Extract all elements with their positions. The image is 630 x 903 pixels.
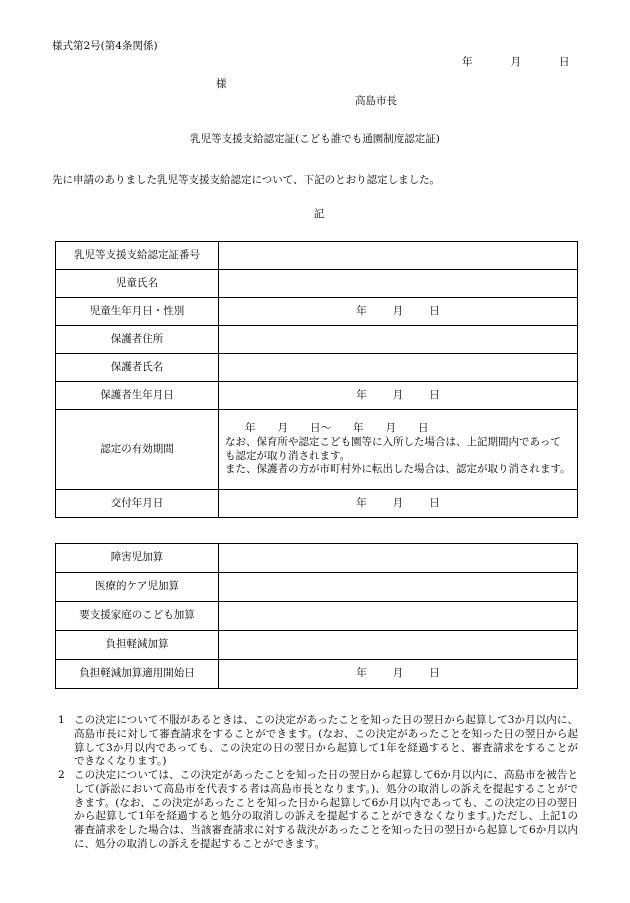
intro-text: 先に申請のありました乳児等支援支給認定について、下記のとおり認定しました。 — [52, 174, 441, 186]
appeal-notes — [54, 714, 578, 852]
note-number: 2 — [58, 769, 65, 781]
table-row — [56, 544, 578, 573]
cert-number-label: 乳児等支援支給認定証番号 — [56, 242, 219, 270]
day-label: 日 — [429, 304, 440, 317]
validity-label: 認定の有効期間 — [56, 410, 219, 490]
issue-date-label: 交付年月日 — [56, 490, 219, 518]
validity-range — [225, 422, 571, 436]
child-birth-field — [219, 298, 578, 326]
table-row — [56, 410, 578, 490]
note-item — [54, 769, 578, 852]
year-label: 年 — [356, 496, 367, 509]
disability-addition-label: 障害児加算 — [56, 544, 219, 573]
child-name-label: 児童氏名 — [56, 270, 219, 298]
day-label: 日 — [429, 667, 440, 680]
year-label: 年 — [356, 304, 367, 317]
table-row — [56, 382, 578, 410]
disability-addition-field — [219, 544, 578, 573]
month-label: 月 — [385, 421, 396, 434]
burden-reduction-field — [219, 631, 578, 660]
support-family-addition-label: 要支援家庭のこども加算 — [56, 602, 219, 631]
medical-care-addition-field — [219, 573, 578, 602]
guardian-birth-field — [219, 382, 578, 410]
child-name-field — [219, 270, 578, 298]
table-row — [56, 490, 578, 518]
document-date — [462, 56, 570, 70]
range-separator: 〜 — [320, 421, 331, 434]
month-label: 月 — [510, 56, 521, 68]
guardian-address-field — [219, 326, 578, 354]
child-birth-sex-label: 児童生年月日・性別 — [56, 298, 219, 326]
table-row — [56, 242, 578, 270]
form-number: 様式第2号(第4条関係) — [52, 40, 158, 52]
note-text: この決定については、この決定があったことを知った日の翌日から起算して6か月以内に、高島市を被告として(訴訟において高島市を代表する者は高島市長となります。)、処分の取消しの訴えを提起することができます。(なお、この決定があったことを知った日から起算して6か月以内であっても、この決定の日の翌日から起算して1年を経過すると処分の取消しの訴えを提起することができなくなります。)ただし、上記1の審査請求をした場合は、当該審査請求に対する裁決があったことを知った日の翌日から起算して6か月以内に、処分の取消しの訴えを提起することができます。 — [74, 769, 578, 850]
year-label: 年 — [245, 421, 256, 434]
issue-date-field — [219, 490, 578, 518]
document-title: 乳児等支援支給認定証(こども誰でも通園制度認定証) — [190, 133, 440, 145]
issuer: 高島市長 — [355, 95, 397, 107]
day-label: 日 — [310, 421, 321, 434]
year-label: 年 — [356, 667, 367, 680]
month-label: 月 — [392, 667, 404, 680]
table-row — [56, 270, 578, 298]
additions-table — [55, 543, 578, 689]
day-label: 日 — [429, 388, 440, 401]
guardian-name-field — [219, 354, 578, 382]
burden-reduction-label: 負担軽減加算 — [56, 631, 219, 660]
cert-number-field — [219, 242, 578, 270]
ki-heading: 記 — [313, 208, 325, 220]
validity-note-admission: なお、保育所や認定こども園等に入所した場合は、上記期間内であっても認定が取り消されます。 — [225, 435, 561, 462]
note-text: この決定について不服があるときは、この決定があったことを知った日の翌日から起算して3か月以内に、高島市長に対して審査請求をすることができます。(なお、この決定があったことを知った日の翌日から起算して3か月以内であっても、この決定の日の翌日から起算して1年を経過すると、審査請求をすることができなくなります。) — [74, 714, 578, 768]
table-row — [56, 354, 578, 382]
burden-start-label: 負担軽減加算適用開始日 — [56, 660, 219, 689]
day-label: 日 — [429, 496, 440, 509]
validity-note-relocation: また、保護者の方が市町村外に転出した場合は、認定が取り消されます。 — [225, 463, 571, 476]
table-row — [56, 298, 578, 326]
year-label: 年 — [356, 388, 367, 401]
guardian-name-label: 保護者氏名 — [56, 354, 219, 382]
table-row — [56, 573, 578, 602]
table-row — [56, 602, 578, 631]
guardian-address-label: 保護者住所 — [56, 326, 219, 354]
year-label: 年 — [462, 56, 473, 68]
note-number: 1 — [58, 714, 65, 726]
guardian-birth-label: 保護者生年月日 — [56, 382, 219, 410]
table-row — [56, 326, 578, 354]
month-label: 月 — [392, 388, 404, 401]
addressee-suffix: 様 — [216, 78, 227, 90]
table-row — [56, 631, 578, 660]
certificate-table — [55, 241, 578, 518]
note-item — [54, 714, 578, 769]
day-label: 日 — [559, 56, 570, 68]
support-family-addition-field — [219, 602, 578, 631]
table-row — [56, 660, 578, 689]
month-label: 月 — [392, 496, 404, 509]
burden-start-field — [219, 660, 578, 689]
year-label: 年 — [353, 421, 364, 434]
medical-care-addition-label: 医療的ケア児加算 — [56, 573, 219, 602]
validity-field — [219, 410, 578, 490]
day-label: 日 — [418, 421, 429, 434]
month-label: 月 — [392, 304, 404, 317]
month-label: 月 — [277, 421, 288, 434]
